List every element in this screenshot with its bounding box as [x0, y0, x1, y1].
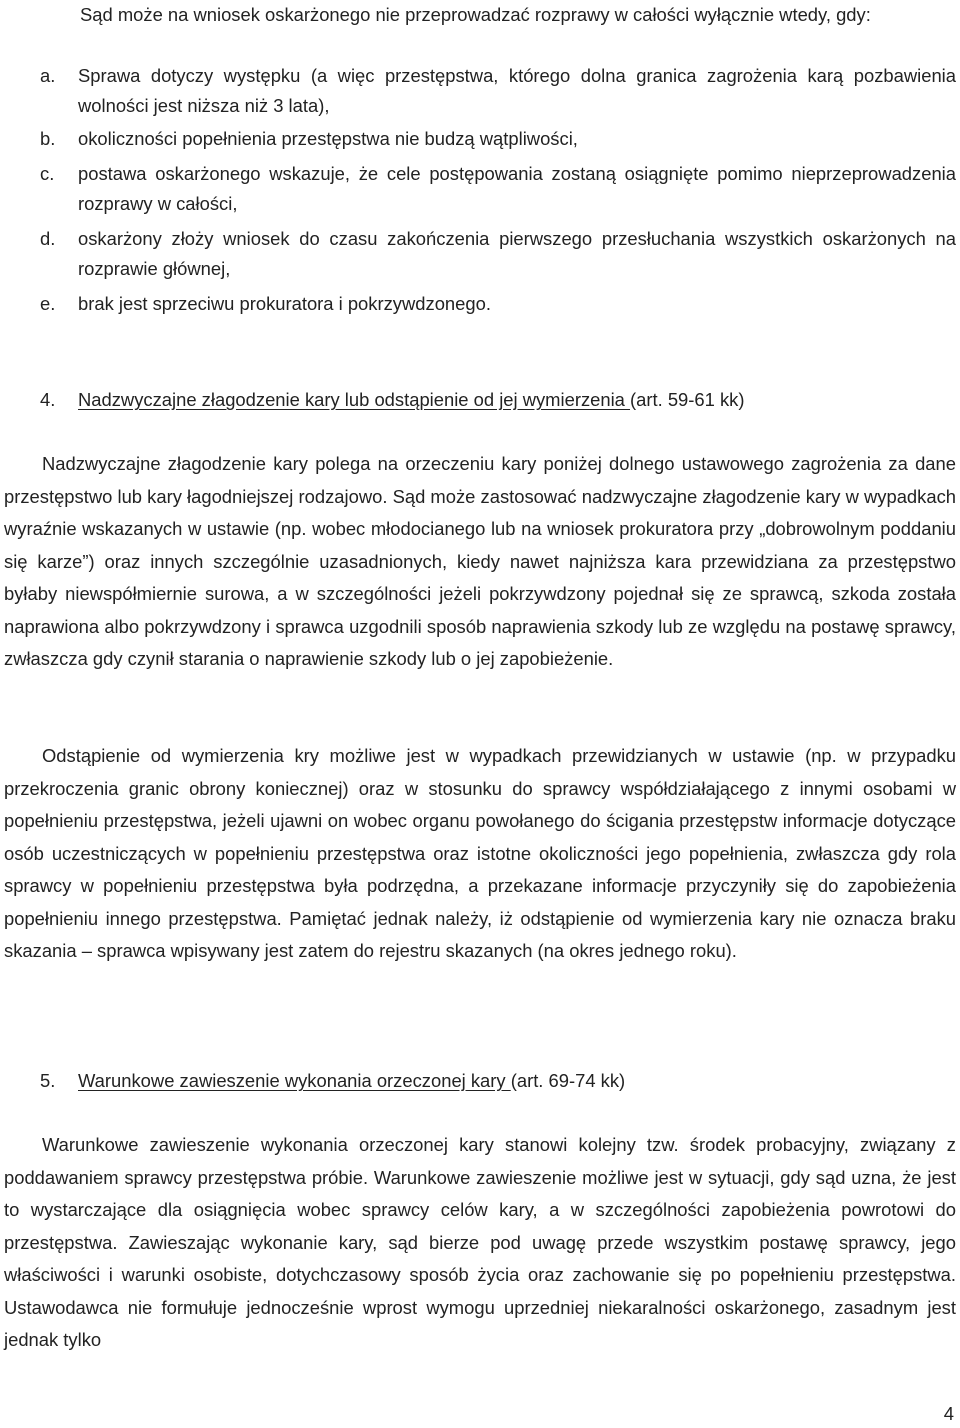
- list-item: [0, 224, 956, 284]
- list-marker: b.: [40, 128, 56, 149]
- intro-paragraph: Sąd może na wniosek oskarżonego nie przeprowadzać rozprawy w całości wyłącznie wtedy, gdy:: [80, 4, 871, 25]
- list-item-text: oskarżony złoży wniosek do czasu zakończenia pierwszego przesłuchania wszystkich oskarżonych na rozprawie głównej,: [78, 228, 956, 279]
- list-item: [0, 124, 956, 154]
- list-marker: e.: [40, 293, 56, 314]
- section-4-paragraph-1: Nadzwyczajne złagodzenie kary polega na orzeczeniu kary poniżej dolnego ustawowego zagrożenia za dane przestępstwo lub kary łagodniejszej rodzajowo. Sąd może zastosować nadzwyczajne złagodzenie kary w wypadkach wyraźnie wskazanych w ustawie (np. wobec młodocianego lub na wniosek prokuratora przy „dobrowolnym poddaniu się karze”) oraz innych szczególnie uzasadnionych, kiedy nawet najniższa kara przewidziana za przestępstwo byłaby niewspółmiernie surowa, a w szczególności jeżeli pokrzywdzony pojednał się ze sprawcą, szkoda została naprawiona albo pokrzywdzony i sprawca uzgodnili sposób naprawienia szkody lub ze względu na postawę sprawcy, zwłaszcza gdy czynił starania o naprawienie szkody lub o jej zapobieżenie.: [4, 453, 956, 669]
- section-4-heading: [40, 385, 956, 415]
- list-item: [0, 289, 956, 319]
- list-marker: a.: [40, 65, 56, 86]
- list-item-text: Sprawa dotyczy występku (a więc przestępstwa, którego dolna granica zagrożenia karą pozbawienia wolności jest niższa niż 3 lata),: [78, 65, 956, 116]
- section-number: 5.: [40, 1070, 56, 1091]
- conditions-list: [0, 61, 956, 324]
- section-4-paragraph-2: Odstąpienie od wymierzenia kry możliwe jest w wypadkach przewidzianych w ustawie (np. w przypadku przekroczenia granic obrony koniecznej) oraz w stosunku do sprawcy współdziałającego z innymi osobami w popełnieniu przestępstwa, jeżeli ujawni on wobec organu powołanego do ścigania przestępstw informacje dotyczące osób uczestniczących w popełnieniu przestępstwa oraz istotne okoliczności jego popełnienia, zwłaszcza gdy rola sprawcy w popełnieniu przestępstwa była podrzędna, a przekazane informacje przyczyniły się do zapobieżenia popełnieniu innego przestępstwa. Pamiętać jednak należy, iż odstąpienie od wymierzenia kary nie oznacza braku skazania – sprawca wpisywany jest zatem do rejestru skazanych (na okres jednego roku).: [4, 745, 956, 961]
- section-title: Nadzwyczajne złagodzenie kary lub odstąpienie od jej wymierzenia: [78, 389, 631, 410]
- page-number: 4: [943, 1403, 954, 1424]
- section-title: Warunkowe zawieszenie wykonania orzeczonej kary: [78, 1070, 511, 1091]
- list-marker: d.: [40, 228, 56, 249]
- section-reference: (art. 69-74 kk): [510, 1070, 626, 1091]
- list-item-text: postawa oskarżonego wskazuje, że cele postępowania zostaną osiągnięte pomimo nieprzeprowadzenia rozprawy w całości,: [78, 163, 956, 214]
- section-5-paragraph-1: Warunkowe zawieszenie wykonania orzeczonej kary stanowi kolejny tzw. środek probacyjny, związany z poddawaniem sprawcy przestępstwa próbie. Warunkowe zawieszenie możliwe jest w sytuacji, gdy sąd uzna, że jest to wystarczające dla osiągnięcia wobec sprawcy celów kary, a w szczególności zapobieżenia powrotowi do przestępstwa. Zawieszając wykonanie kary, sąd bierze pod uwagę przede wszystkim postawę sprawcy, jego właściwości i warunki osobiste, dotychczasowy sposób życia oraz zachowanie się po popełnieniu przestępstwa. Ustawodawca nie formułuje jednocześnie wprost wymogu uprzedniej niekaralności oskarżonego, zasadnym jest jednak tylko: [4, 1134, 956, 1350]
- list-item-text: okoliczności popełnienia przestępstwa nie budzą wątpliwości,: [78, 128, 578, 149]
- section-number: 4.: [40, 389, 56, 410]
- list-item: [0, 61, 956, 121]
- list-item: [0, 159, 956, 219]
- section-reference: (art. 59-61 kk): [630, 389, 745, 410]
- section-5-heading: [40, 1066, 956, 1096]
- list-item-text: brak jest sprzeciwu prokuratora i pokrzywdzonego.: [78, 293, 491, 314]
- list-marker: c.: [40, 163, 55, 184]
